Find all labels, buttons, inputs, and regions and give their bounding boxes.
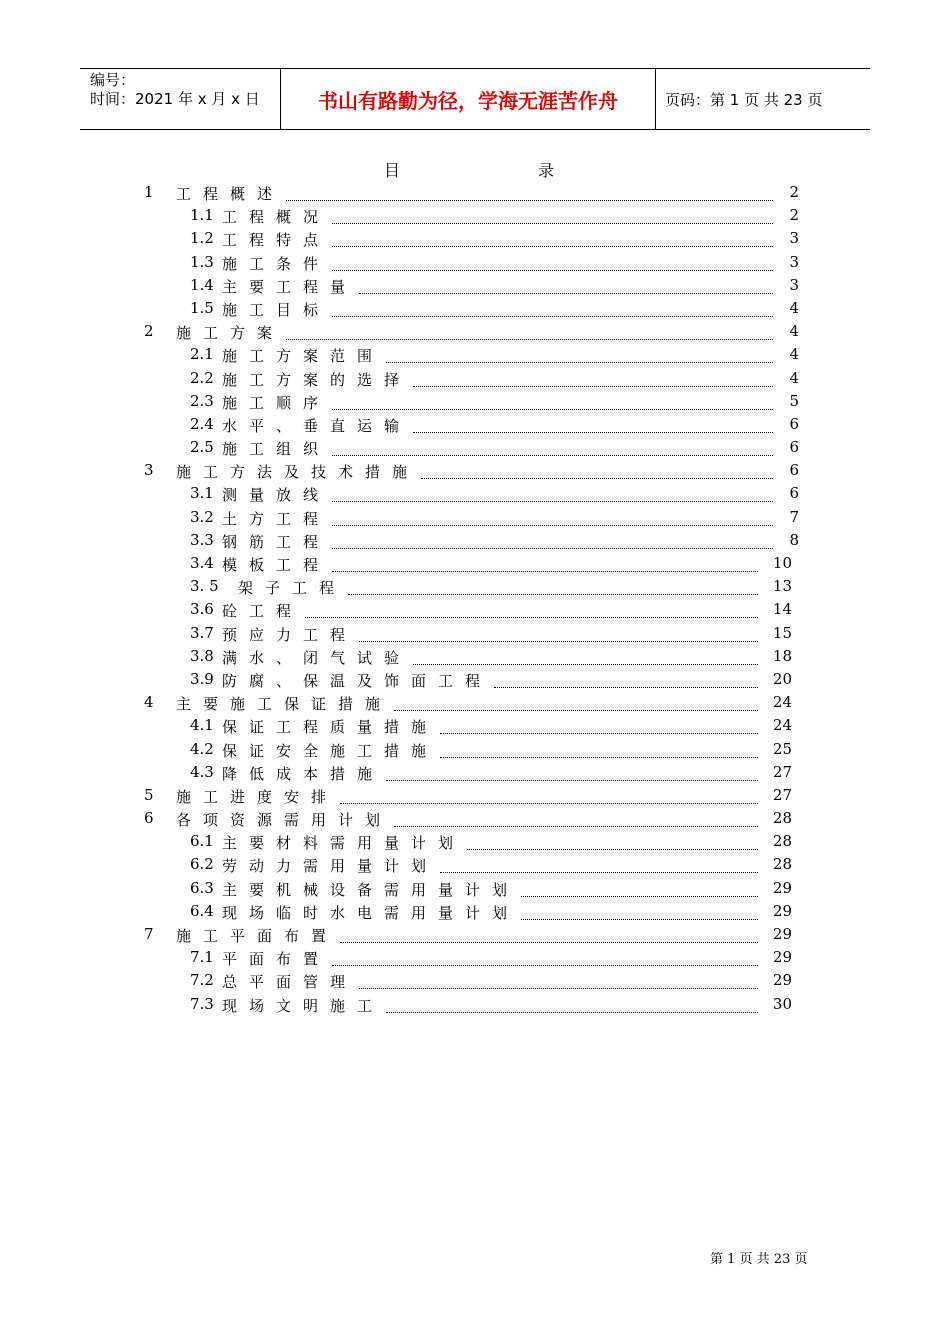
toc-entry[interactable] — [0, 946, 950, 969]
toc-entry-page: 28 — [772, 809, 792, 828]
toc-leader-dots — [359, 971, 758, 989]
toc-entry-number: 3.7 — [190, 623, 214, 642]
toc-leader-dots — [359, 276, 773, 294]
toc-entry-page: 29 — [772, 901, 792, 920]
toc-leader-dots — [413, 647, 758, 665]
toc-entry-page: 4 — [789, 368, 799, 387]
toc-entry-label: 施工进度安排 — [176, 787, 339, 806]
toc-entry[interactable] — [0, 807, 950, 830]
toc-entry-page: 25 — [772, 739, 792, 758]
toc-entry[interactable] — [0, 923, 950, 946]
toc-entry[interactable] — [0, 436, 950, 459]
toc-entry-number: 3.4 — [190, 554, 214, 572]
toc-entry[interactable] — [0, 877, 950, 900]
toc-entry-label: 工程概况 — [222, 208, 331, 227]
toc-entry-page: 7 — [789, 507, 799, 526]
toc-entry-page: 5 — [789, 391, 799, 410]
toc-entry-number: 3 — [144, 461, 154, 480]
toc-entry-label: 主要材料需用量计划 — [222, 834, 466, 853]
table-of-contents — [0, 181, 950, 1016]
toc-entry[interactable] — [0, 853, 950, 876]
toc-title-right: 录 — [537, 161, 554, 180]
toc-leader-dots — [394, 693, 758, 711]
toc-entry-number: 6.2 — [190, 855, 214, 874]
toc-entry-page: 10 — [772, 554, 792, 572]
toc-entry-label: 现场文明施工 — [222, 996, 385, 1015]
toc-entry-page: 18 — [772, 646, 792, 665]
toc-entry-page: 6 — [789, 414, 799, 433]
toc-leader-dots — [521, 902, 758, 920]
toc-entry-number: 3.2 — [190, 507, 214, 526]
toc-entry[interactable] — [0, 993, 950, 1016]
toc-entry-label: 满水、闭气试验 — [222, 648, 412, 667]
toc-entry-page: 27 — [772, 762, 792, 781]
toc-entry-number: 7.2 — [190, 971, 214, 990]
toc-entry[interactable] — [0, 181, 950, 204]
toc-entry[interactable] — [0, 529, 950, 552]
toc-entry-page: 30 — [772, 994, 792, 1013]
toc-entry[interactable] — [0, 227, 950, 250]
toc-entry[interactable] — [0, 413, 950, 436]
toc-leader-dots — [332, 554, 758, 572]
toc-leader-dots — [413, 369, 773, 387]
toc-entry-page: 24 — [772, 693, 792, 712]
page-header — [80, 68, 870, 130]
toc-entry-label: 防腐、保温及饰面工程 — [222, 671, 493, 690]
toc-title — [384, 158, 554, 181]
toc-leader-dots — [386, 763, 758, 781]
toc-entry-page: 6 — [789, 484, 799, 503]
toc-entry-number: 3.1 — [190, 484, 214, 503]
header-page-info: 页码：第 1 页 共 23 页 — [665, 90, 823, 109]
toc-entry-label: 主要机械设备需用量计划 — [222, 880, 520, 899]
toc-entry-number: 2.5 — [190, 438, 214, 457]
toc-entry-number: 6.4 — [190, 901, 214, 920]
page-footer: 第 1 页 共 23 页 — [710, 1252, 808, 1267]
toc-leader-dots — [394, 809, 758, 827]
toc-entry-page: 29 — [772, 971, 792, 990]
toc-entry-number: 3.8 — [190, 646, 214, 665]
toc-entry-number: 3.9 — [190, 669, 214, 688]
toc-entry-label: 主要施工保证措施 — [176, 695, 393, 714]
toc-entry[interactable] — [0, 900, 950, 923]
toc-leader-dots — [494, 670, 758, 688]
toc-entry-label: 平面布置 — [222, 950, 331, 969]
toc-leader-dots — [386, 345, 773, 363]
toc-entry-page: 6 — [789, 461, 799, 480]
toc-entry-label: 施工方案的选择 — [222, 370, 412, 389]
toc-entry-page: 4 — [789, 345, 799, 364]
toc-leader-dots — [332, 299, 773, 317]
toc-leader-dots — [340, 786, 758, 804]
toc-entry-number: 1 — [144, 183, 154, 201]
toc-entry[interactable] — [0, 343, 950, 366]
toc-entry-number: 2.1 — [190, 345, 214, 364]
toc-entry-page: 29 — [772, 948, 792, 967]
toc-entry[interactable] — [0, 204, 950, 227]
toc-entry-page: 2 — [789, 183, 799, 201]
toc-entry-label: 现场临时水电需用量计划 — [222, 903, 520, 922]
document-date: 时间：2021 年 x 月 x 日 — [90, 90, 260, 108]
toc-entry-number: 7.3 — [190, 994, 214, 1013]
toc-entry-number: 4.2 — [190, 739, 214, 758]
toc-entry-number: 6 — [144, 809, 154, 828]
toc-leader-dots — [348, 577, 758, 595]
toc-leader-dots — [286, 183, 773, 201]
toc-entry-number: 4.3 — [190, 762, 214, 781]
toc-entry-label: 保证安全施工措施 — [222, 741, 439, 760]
toc-entry[interactable] — [0, 274, 950, 297]
toc-entry-page: 6 — [789, 438, 799, 457]
toc-entry-label: 工程概述 — [176, 185, 285, 203]
toc-entry[interactable] — [0, 691, 950, 714]
toc-entry-label: 主要工程量 — [222, 277, 358, 296]
toc-entry-label: 水平、垂直运输 — [222, 416, 412, 435]
toc-entry-label: 施工组织 — [222, 440, 331, 459]
toc-entry-label: 施工目标 — [222, 300, 331, 319]
toc-entry-number: 3.6 — [190, 600, 214, 619]
toc-entry-label: 施工方法及技术措施 — [176, 463, 420, 482]
toc-title-left: 目 — [384, 161, 401, 180]
toc-leader-dots — [332, 508, 773, 526]
toc-entry-page: 4 — [789, 298, 799, 317]
toc-entry-page: 15 — [772, 623, 792, 642]
toc-entry-label: 钢筋工程 — [222, 532, 331, 551]
toc-entry-label: 各项资源需用计划 — [176, 811, 393, 830]
toc-leader-dots — [332, 229, 773, 247]
toc-entry-number: 5 — [144, 785, 154, 804]
toc-entry-number: 6.3 — [190, 878, 214, 897]
toc-leader-dots — [332, 531, 773, 549]
toc-entry-number: 2.3 — [190, 391, 214, 410]
toc-entry-page: 3 — [789, 229, 799, 248]
toc-entry[interactable] — [0, 830, 950, 853]
toc-entry-label: 总平面管理 — [222, 973, 358, 992]
toc-entry-number: 6.1 — [190, 832, 214, 851]
toc-entry[interactable] — [0, 459, 950, 482]
toc-entry[interactable] — [0, 482, 950, 505]
toc-entry-label: 施工平面布置 — [176, 927, 339, 945]
toc-entry[interactable] — [0, 320, 950, 343]
toc-entry-label: 降低成本措施 — [222, 764, 385, 783]
toc-leader-dots — [421, 461, 773, 479]
toc-entry-label: 施工条件 — [222, 254, 331, 273]
toc-entry-number: 1.1 — [190, 206, 214, 225]
toc-leader-dots — [332, 438, 773, 456]
toc-leader-dots — [305, 600, 758, 618]
toc-entry-number: 2.4 — [190, 414, 214, 433]
toc-entry[interactable] — [0, 738, 950, 761]
toc-entry-page: 28 — [772, 832, 792, 851]
toc-entry-label: 施工顺序 — [222, 393, 331, 412]
toc-leader-dots — [521, 879, 758, 897]
toc-entry[interactable] — [0, 390, 950, 413]
toc-entry[interactable] — [0, 645, 950, 668]
toc-entry[interactable] — [0, 506, 950, 529]
toc-entry[interactable] — [0, 552, 950, 575]
toc-entry-label: 模板工程 — [222, 556, 331, 574]
toc-entry[interactable] — [0, 622, 950, 645]
toc-entry[interactable] — [0, 668, 950, 691]
toc-leader-dots — [386, 995, 758, 1013]
toc-entry-number: 7 — [144, 925, 154, 943]
toc-entry-number: 1.4 — [190, 275, 214, 294]
toc-entry-label: 工程特点 — [222, 231, 331, 250]
toc-leader-dots — [440, 716, 758, 734]
document-number-label: 编号： — [90, 71, 136, 89]
toc-entry-page: 29 — [772, 925, 792, 943]
toc-entry-label: 劳动力需用量计划 — [222, 857, 439, 876]
toc-entry-page: 13 — [772, 577, 792, 596]
toc-leader-dots — [359, 624, 758, 642]
toc-entry-page: 3 — [789, 275, 799, 294]
toc-entry-label: 施工方案 — [176, 324, 285, 343]
toc-leader-dots — [413, 415, 773, 433]
toc-entry-label: 架子工程 — [238, 579, 347, 598]
toc-entry-number: 3. 5 — [190, 577, 219, 596]
toc-entry-number: 3.3 — [190, 530, 214, 549]
toc-entry[interactable] — [0, 598, 950, 621]
toc-entry-page: 24 — [772, 716, 792, 735]
toc-entry-page: 20 — [772, 669, 792, 688]
toc-leader-dots — [340, 925, 758, 943]
toc-entry-page: 28 — [772, 855, 792, 874]
toc-leader-dots — [332, 948, 758, 966]
toc-entry-number: 4.1 — [190, 716, 214, 735]
header-info — [80, 69, 280, 129]
toc-entry-number: 7.1 — [190, 948, 214, 967]
toc-leader-dots — [440, 740, 758, 758]
toc-leader-dots — [286, 322, 773, 340]
toc-entry-label: 预应力工程 — [222, 625, 358, 644]
toc-leader-dots — [332, 484, 773, 502]
toc-entry-number: 1.2 — [190, 229, 214, 248]
toc-entry[interactable] — [0, 367, 950, 390]
toc-entry-page: 14 — [772, 600, 792, 619]
toc-entry-page: 29 — [772, 878, 792, 897]
toc-entry-label: 测量放线 — [222, 486, 331, 505]
toc-leader-dots — [332, 253, 773, 271]
header-motto: 书山有路勤为径，学海无涯苦作舟 — [280, 69, 656, 129]
toc-entry-page: 8 — [789, 530, 799, 549]
toc-entry[interactable] — [0, 761, 950, 784]
toc-leader-dots — [467, 832, 758, 850]
toc-entry[interactable] — [0, 969, 950, 992]
toc-entry-label: 施工方案范围 — [222, 347, 385, 366]
toc-entry-number: 2.2 — [190, 368, 214, 387]
toc-entry-number: 2 — [144, 322, 154, 341]
toc-entry[interactable] — [0, 297, 950, 320]
toc-entry-label: 保证工程质量措施 — [222, 718, 439, 737]
toc-entry-label: 砼工程 — [222, 602, 304, 621]
toc-entry[interactable] — [0, 714, 950, 737]
toc-entry-label: 土方工程 — [222, 509, 331, 528]
toc-entry-number: 1.5 — [190, 298, 214, 317]
toc-leader-dots — [332, 206, 773, 224]
toc-entry[interactable] — [0, 575, 950, 598]
toc-entry-number: 4 — [144, 693, 154, 712]
toc-entry[interactable] — [0, 784, 950, 807]
toc-entry-page: 27 — [772, 785, 792, 804]
toc-entry-page: 2 — [789, 206, 799, 225]
toc-entry-number: 1.3 — [190, 252, 214, 271]
toc-leader-dots — [332, 392, 773, 410]
toc-leader-dots — [440, 855, 758, 873]
toc-entry-page: 3 — [789, 252, 799, 271]
toc-entry-page: 4 — [789, 322, 799, 341]
toc-entry[interactable] — [0, 251, 950, 274]
